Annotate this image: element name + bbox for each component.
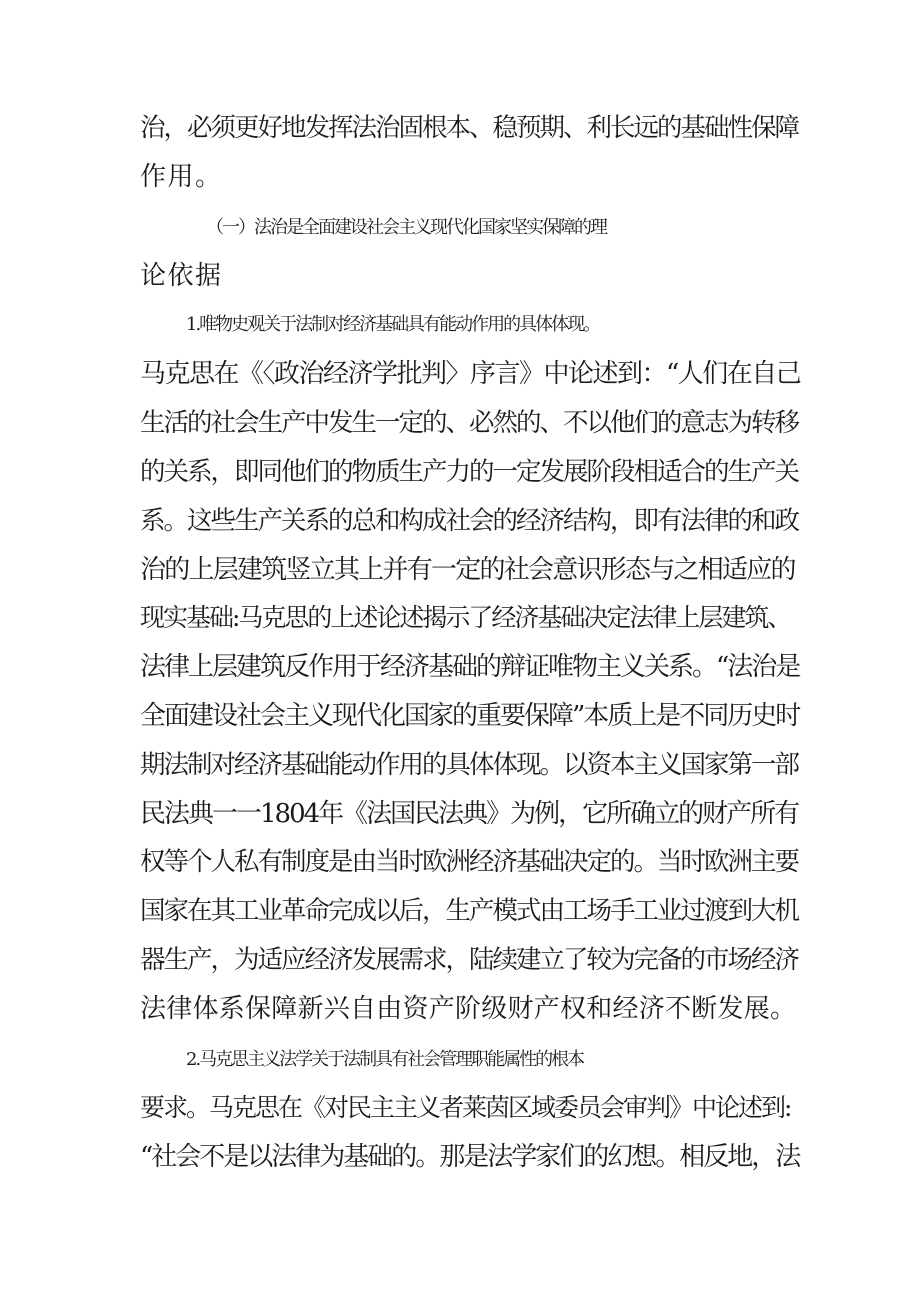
section-heading-continued: 论依据: [140, 261, 223, 291]
text-line: 器生产，为适应经济发展需求，陆续建立了较为完备的市场经济: [140, 945, 799, 975]
text-line: 作用。: [140, 162, 223, 192]
text-line: 期法制对经济基础能动作用的具体体现。以资本主义国家第一部: [140, 750, 799, 780]
text-line: 权等个人私有制度是由当时欧洲经济基础决定的。当时欧洲主要: [140, 847, 799, 877]
text-line: 现实基础:马克思的上述论述揭示了经济基础决定法律上层建筑、: [140, 603, 791, 632]
text-line: “社会不是以法律为基础的。那是法学家们的幻想。相反地，法: [140, 1142, 800, 1172]
text-line: 国家在其工业革命完成以后，生产模式由工场手工业过渡到大机: [140, 896, 799, 926]
text-line: 马克思在《〈政治经济学批判〉序言》中论述到：“人们在自己: [140, 359, 801, 389]
text-line: 要求。马克思在《对民主主义者莱茵区域委员会审判》中论述到:: [140, 1093, 791, 1122]
text-line: 系。这些生产关系的总和构成社会的经济结构，即有法律的和政: [140, 506, 799, 536]
text-line: 全面建设社会主义现代化国家的重要保障”本质上是不同历史时: [140, 701, 800, 731]
text-line: 法律上层建筑反作用于经济基础的辩证唯物主义关系。“法治是: [140, 652, 800, 682]
text-line: 的关系，即同他们的物质生产力的一定发展阶段相适合的生产关: [140, 457, 799, 487]
section-heading: （一）法治是全面建设社会主义现代化国家坚实保障的理: [206, 217, 606, 238]
text-line: 法律体系保障新兴自由资产阶级财产权和经济不断发展。: [140, 994, 797, 1024]
subsection-heading: 1.唯物史观关于法制对经济基础具有能动作用的具体体现。: [186, 314, 600, 335]
subsection-heading: 2.马克思主义法学关于法制具有社会管理职能属性的根本: [186, 1049, 584, 1070]
text-line: 治的上层建筑竖立其上并有一定的社会意识形态与之相适应的: [140, 555, 795, 585]
text-line: 生活的社会生产中发生一定的、必然的、不以他们的意志为转移: [140, 408, 799, 438]
text-line: 治，必须更好地发挥法治固根本、稳预期、利长远的基础性保障: [140, 113, 799, 143]
text-line: 民法典一一1804年《法国民法典》为例，它所确立的财产所有: [140, 799, 799, 829]
